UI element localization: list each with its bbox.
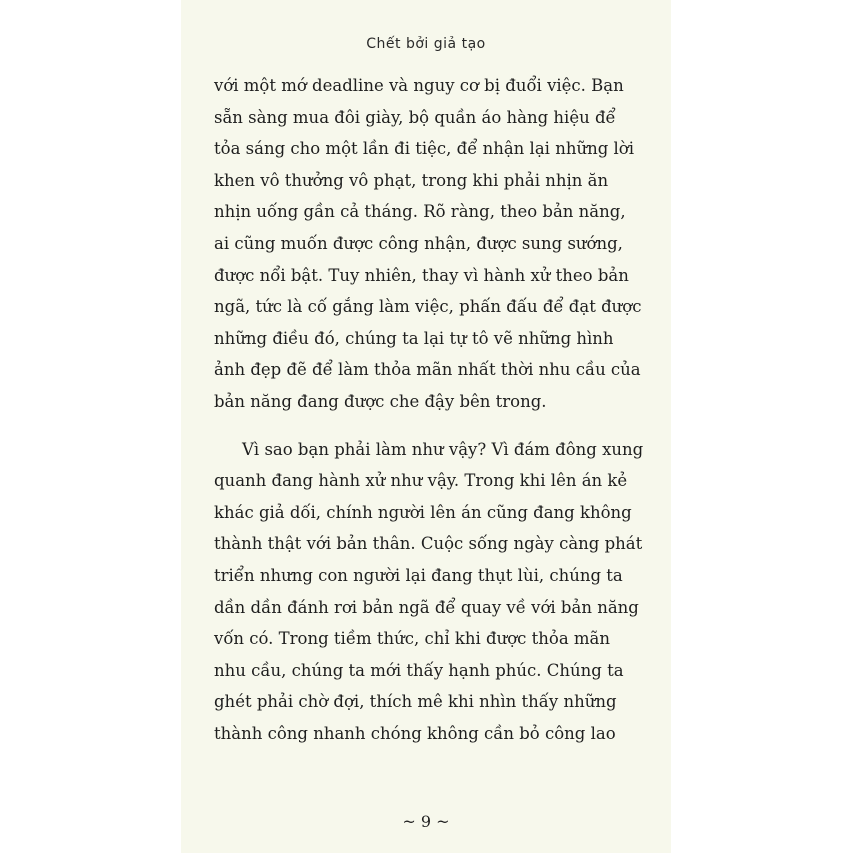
- text-line: thành thật với bản thân. Cuộc sống ngày càng phát: [214, 534, 643, 554]
- text-line: triển nhưng con người lại đang thụt lùi, chúng ta: [214, 565, 623, 585]
- text-line: thành công nhanh chóng không cần bỏ công lao: [214, 723, 616, 743]
- text-line: ảnh đẹp đẽ để làm thỏa mãn nhất thời nhu cầu của: [214, 360, 641, 380]
- text-line: vốn có. Trong tiềm thức, chỉ khi được thỏa mãn: [214, 629, 611, 649]
- text-line: nhịn uống gần cả tháng. Rõ ràng, theo bản năng,: [214, 202, 626, 222]
- text-line: khen vô thưởng vô phạt, trong khi phải nhịn ăn: [214, 170, 609, 190]
- text-line: dần dần đánh rơi bản ngã để quay về với bản năng: [214, 597, 639, 617]
- paragraph-2: [214, 434, 650, 750]
- text-line: ngã, tức là cố gắng làm việc, phấn đấu để đạt được: [214, 297, 642, 317]
- text-line: tỏa sáng cho một lần đi tiệc, để nhận lại những lời: [214, 139, 634, 159]
- text-line: ai cũng muốn được công nhận, được sung sướng,: [214, 233, 623, 253]
- text-line: với một mớ deadline và nguy cơ bị đuổi việc. Bạn: [214, 76, 624, 95]
- body-text: [214, 70, 650, 749]
- running-header-title: Chết bởi giả tạo: [366, 36, 486, 52]
- text-line: bản năng đang được che đậy bên trong.: [214, 391, 547, 411]
- text-line: ghét phải chờ đợi, thích mê khi nhìn thấy những: [214, 692, 617, 712]
- text-line: những điều đó, chúng ta lại tự tô vẽ những hình: [214, 328, 614, 348]
- text-line: nhu cầu, chúng ta mới thấy hạnh phúc. Chúng ta: [214, 660, 624, 680]
- page-number: ~ 9 ~: [402, 812, 450, 831]
- text-line: khác giả dối, chính người lên án cũng đang không: [214, 502, 632, 522]
- paragraph-1: [214, 70, 650, 418]
- text-line: sẵn sàng mua đôi giày, bộ quần áo hàng hiệu để: [214, 107, 616, 127]
- paragraph-gap: [214, 418, 650, 434]
- text-line: Vì sao bạn phải làm như vậy? Vì đám đông xung: [242, 439, 644, 459]
- text-line: quanh đang hành xử như vậy. Trong khi lên án kẻ: [214, 471, 628, 491]
- text-line: được nổi bật. Tuy nhiên, thay vì hành xử theo bản: [214, 265, 629, 285]
